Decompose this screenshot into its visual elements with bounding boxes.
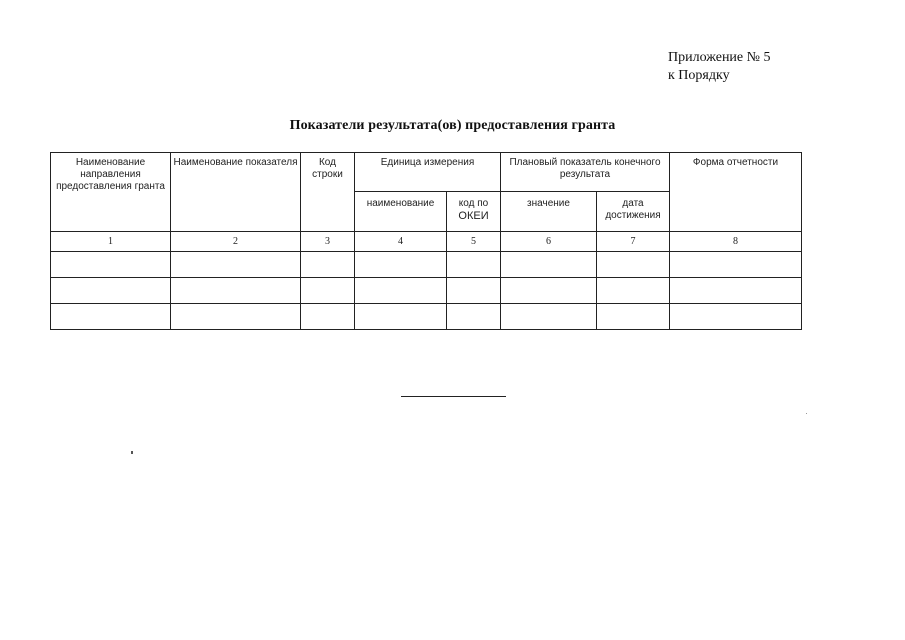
annex-to-order: к Порядку — [668, 68, 730, 83]
table-cell — [670, 278, 802, 304]
column-numbers-row — [51, 232, 802, 252]
table-cell — [447, 304, 501, 330]
header-unit-code — [447, 192, 501, 232]
closing-rule — [401, 396, 506, 397]
indicators-table — [50, 152, 802, 330]
header-direction: Наименование направления предоставления гранта — [51, 153, 171, 232]
column-number: 1 — [51, 232, 171, 252]
table-cell — [447, 278, 501, 304]
table-cell — [501, 304, 597, 330]
column-number: 6 — [501, 232, 597, 252]
header-planned: Плановый показатель конечного результата — [501, 153, 670, 192]
table-cell — [301, 278, 355, 304]
column-number: 3 — [301, 232, 355, 252]
table-cell — [501, 252, 597, 278]
table-cell — [51, 304, 171, 330]
header-unit-name: наименование — [355, 192, 447, 232]
scan-speck — [131, 451, 133, 454]
scan-speck — [806, 413, 807, 414]
column-number: 5 — [447, 232, 501, 252]
column-number: 4 — [355, 232, 447, 252]
header-unit-code-prefix: код по — [458, 198, 489, 209]
table-cell — [447, 252, 501, 278]
table-cell — [597, 278, 670, 304]
document-title: Показатели результата(ов) предоставления гранта — [289, 118, 616, 133]
table-cell — [301, 252, 355, 278]
table-cell — [51, 278, 171, 304]
table-cell — [501, 278, 597, 304]
column-number: 8 — [670, 232, 802, 252]
column-number: 7 — [597, 232, 670, 252]
table-cell — [301, 304, 355, 330]
table-cell — [171, 304, 301, 330]
table-cell — [355, 278, 447, 304]
header-row-top — [51, 153, 802, 192]
table-row — [51, 252, 802, 278]
header-planned-value: значение — [501, 192, 597, 232]
table-cell — [355, 252, 447, 278]
table-cell — [670, 252, 802, 278]
table-cell — [670, 304, 802, 330]
table-row — [51, 304, 802, 330]
header-indicator: Наименование показателя — [171, 153, 301, 232]
column-number: 2 — [171, 232, 301, 252]
header-unit-code-okei: ОКЕИ — [458, 210, 489, 222]
annex-reference — [668, 49, 771, 85]
header-row-code: Код строки — [301, 153, 355, 232]
table-row — [51, 278, 802, 304]
table-cell — [171, 252, 301, 278]
header-report-form: Форма отчетности — [670, 153, 802, 232]
table-cell — [51, 252, 171, 278]
header-planned-date: дата достижения — [597, 192, 670, 232]
header-unit: Единица измерения — [355, 153, 501, 192]
annex-number: Приложение № 5 — [668, 50, 771, 65]
table-cell — [171, 278, 301, 304]
table-cell — [355, 304, 447, 330]
table-cell — [597, 252, 670, 278]
table-cell — [597, 304, 670, 330]
